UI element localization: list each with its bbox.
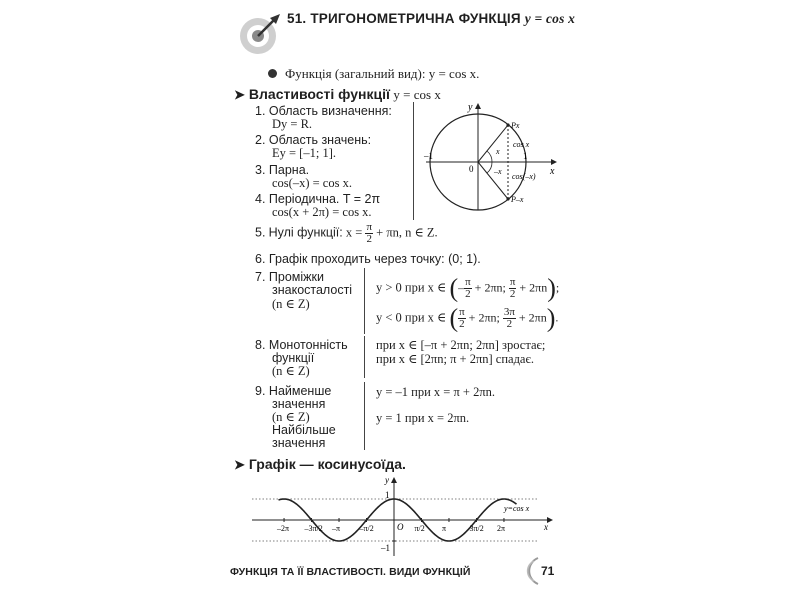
circle-zero: 0	[469, 164, 474, 174]
property-9-label-3: (n ∈ Z)	[272, 410, 310, 424]
property-2-value: Ey = [–1; 1].	[272, 146, 336, 160]
property-label: Найменше	[268, 384, 332, 398]
graph-heading	[234, 456, 406, 474]
max-value: y = 1 при x = 2πn.	[376, 411, 470, 425]
page-number: 71	[541, 564, 555, 578]
tick-label-pi-2: π/2	[414, 524, 425, 533]
property-3-value: cos(–x) = cos x.	[272, 176, 352, 190]
property-9-label-5: значення	[272, 436, 326, 450]
label-cos-minus-x: cos(–x)	[512, 172, 536, 181]
zeros-formula-post: + πn, n ∈ Z.	[376, 225, 438, 240]
radius-px	[478, 125, 508, 162]
circle-minus-one: –1	[424, 151, 433, 161]
property-4-value: cos(x + 2π) = cos x.	[272, 205, 372, 219]
property-8	[255, 338, 348, 352]
divider-rule	[364, 268, 365, 334]
min-value: y = –1 при x = π + 2πn.	[376, 385, 496, 399]
property-num: 3.	[255, 163, 266, 177]
property-num: 9.	[255, 384, 266, 398]
general-form	[268, 67, 479, 81]
property-num: 7.	[255, 270, 266, 284]
property-label: Монотонність	[268, 338, 348, 352]
property-num: 8.	[255, 338, 266, 352]
property-2	[255, 133, 371, 147]
property-3	[255, 163, 309, 177]
pointer-arrow-icon: ➤	[234, 457, 245, 472]
tick-label-3pi-2: 3π/2	[469, 524, 484, 533]
label-p-minus-x: P–x	[511, 195, 524, 204]
radius-p-minus-x	[478, 162, 508, 199]
property-9-label-4: Найбільше	[272, 423, 336, 437]
page-title	[287, 11, 575, 27]
point-p-minus-x	[506, 197, 509, 200]
property-1-value: Dy = R.	[272, 117, 313, 131]
unit-circle-diagram	[420, 98, 560, 216]
sign-negative: y < 0 при x ∈ ( $\frac{\pi}{2}$ + 2πn; $\frac{3\pi}{2}$ + 2πn).	[376, 303, 559, 333]
property-8-label-3: (n ∈ Z)	[272, 364, 310, 378]
property-9	[255, 384, 331, 398]
sign-positive-pre: y > 0 при x ∈	[376, 280, 447, 295]
zeros-formula-pre: x =	[345, 225, 363, 240]
graph-heading-text: Графік — косинусоїда.	[248, 456, 406, 472]
property-9-label-2: значення	[272, 397, 326, 411]
property-num: 6.	[255, 252, 266, 266]
angle-label-minus-x: –x	[494, 167, 502, 176]
property-label: Нулі функції:	[268, 225, 343, 240]
sign-negative-pre: y < 0 при x ∈	[376, 310, 447, 325]
section-title: ТРИГОНОМЕТРИЧНА ФУНКЦІЯ	[310, 11, 521, 26]
property-num: 5.	[255, 225, 266, 240]
angle-label-x: x	[496, 147, 500, 156]
property-8-label-2: функції	[272, 351, 315, 365]
property-num: 1.	[255, 104, 266, 118]
circle-y-label: y	[468, 102, 473, 113]
tick-label-minus-pi-2: –π/2	[359, 524, 374, 533]
circle-one: 1	[523, 151, 528, 161]
property-5	[255, 222, 438, 245]
monotonic-decrease: при x ∈ [2πn; π + 2πn] спадає.	[376, 352, 534, 366]
divider-rule	[413, 102, 414, 220]
tick-label-minus-3pi-2: –3π/2	[304, 524, 323, 533]
property-num: 4.	[255, 192, 266, 206]
graph-y-minus-one: –1	[381, 543, 390, 553]
section-emblem-icon	[236, 10, 284, 58]
graph-function-label: y=cos x	[504, 504, 530, 513]
property-label: Область визначення:	[268, 104, 392, 118]
property-label: Проміжки	[268, 270, 324, 284]
frac-denominator: 2	[366, 233, 372, 245]
property-6	[255, 252, 481, 266]
property-label: Область значень:	[268, 133, 372, 147]
pointer-arrow-icon: ➤	[234, 87, 245, 102]
properties-heading-formula: y = cos x	[393, 87, 441, 102]
graph-y-label: y	[385, 475, 389, 485]
angle-arc-minus-x	[487, 162, 492, 173]
graph-y-one: 1	[385, 490, 390, 500]
property-label: Періодична. T = 2π	[268, 192, 381, 206]
graph-x-label: x	[544, 522, 548, 532]
property-num: 2.	[255, 133, 266, 147]
property-7-label-2: знакосталості	[272, 283, 353, 297]
general-form-text: Функція (загальний вид): y = cos x.	[285, 66, 480, 81]
divider-rule	[364, 336, 365, 378]
properties-heading-text: Властивості функції	[248, 86, 390, 102]
circle-x-label: x	[550, 166, 555, 177]
monotonic-increase: при x ∈ [–π + 2πn; 2πn] зростає;	[376, 338, 546, 352]
frac-numerator: π	[366, 221, 373, 233]
property-7	[255, 270, 324, 284]
tick-label-minus-2pi: –2π	[277, 524, 290, 533]
property-1	[255, 104, 392, 118]
section-number: 51.	[287, 11, 307, 26]
tick-label-2pi: 2π	[496, 524, 506, 533]
tick-label-minus-pi: –π	[332, 524, 341, 533]
zeros-fraction	[365, 222, 373, 245]
cosine-graph	[238, 474, 558, 558]
label-px: Px	[511, 121, 520, 130]
divider-rule	[364, 382, 365, 450]
tick-label-pi: π	[441, 524, 447, 533]
footer-text: ФУНКЦІЯ ТА ЇЇ ВЛАСТИВОСТІ. ВИДИ ФУНКЦІЙ	[230, 566, 471, 578]
property-label: Графік проходить через точку: (0; 1).	[268, 252, 481, 266]
property-label: Парна.	[268, 163, 310, 177]
property-7-label-3: (n ∈ Z)	[272, 297, 310, 311]
sign-positive: y > 0 при x ∈ (– $\frac{\pi}{2}$ + 2πn; $\frac{\pi}{2}$ + 2πn);	[376, 273, 560, 303]
label-cos-x: cos x	[513, 140, 530, 149]
title-formula: y = cos x	[524, 11, 576, 26]
angle-arc-x	[487, 151, 492, 162]
graph-origin: O	[397, 522, 404, 532]
property-4	[255, 192, 380, 206]
point-px	[506, 123, 509, 126]
bullet-icon	[268, 69, 277, 78]
properties-heading	[234, 86, 441, 104]
